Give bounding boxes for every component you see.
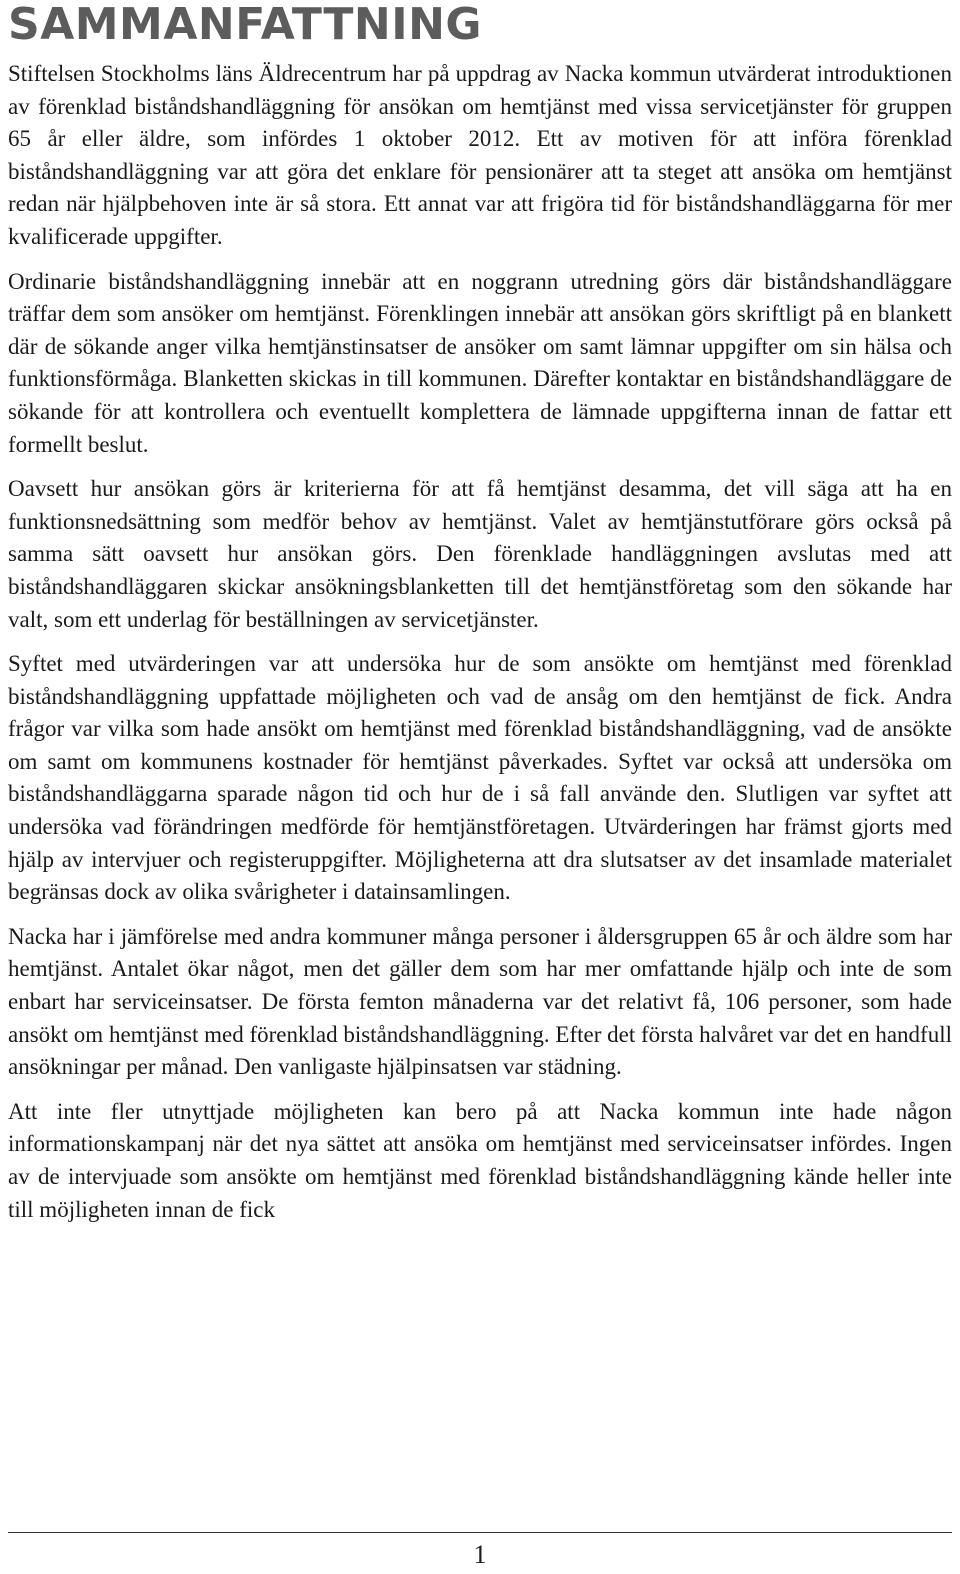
footer-divider <box>8 1532 952 1533</box>
paragraph-2: Ordinarie biståndshandläggning innebär att en noggrann utredning görs där biståndshandläggare träffar dem som ansöker om hemtjänst. Förenklingen innebär att ansökan görs skriftligt på en blankett där de sökande anger vilka hemtjänstinsatser de ansöker om samt lämnar uppgifter om sin hälsa och funktionsförmåga. Blanketten skickas in till kommunen. Därefter kontaktar en biståndshandläggare de sökande för att kontrollera och eventuellt komplettera de lämnade uppgifterna innan de fattar ett formellt beslut. <box>8 268 952 457</box>
paragraph-5: Nacka har i jämförelse med andra kommuner många personer i åldersgruppen 65 år och äldre som har hemtjänst. Antalet ökar något, men det gäller dem som har mer omfattande hjälp och inte de som enbart har serviceinsatser. De första femton månaderna var det relativt få, 106 personer, som hade ansökt om hemtjänst med förenklad biståndshandläggning. Efter det första halvåret var det en handfull ansökningar per månad. Den vanligaste hjälpinsatsen var städning. <box>8 923 952 1080</box>
paragraph-6: Att inte fler utnyttjade möjligheten kan bero på att Nacka kommun inte hade någon informationskampanj när det nya sättet att ansöka om hemtjänst med serviceinsatser infördes. Ingen av de intervjuade som ansökte om hemtjänst med förenklad biståndshandläggning kände heller inte till möjligheten innan de fick <box>8 1098 952 1222</box>
paragraph-3: Oavsett hur ansökan görs är kriterierna för att få hemtjänst desamma, det vill säga att ha en funktionsnedsättning som medför behov av hemtjänst. Valet av hemtjänstutförare görs också på samma sätt oavsett hur ansökan görs. Den förenklade handläggningen avslutas med att biståndshandläggaren skickar ansökningsblanketten till det hemtjänstföretag som den sökande har valt, som ett underlag för beställningen av servicetjänster. <box>8 476 952 632</box>
paragraph-1: Stiftelsen Stockholms läns Äldrecentrum har på uppdrag av Nacka kommun utvärderat introduktionen av förenklad biståndshandläggning för ansökan om hemtjänst med vissa servicetjänster för gruppen 65 år eller äldre, som infördes 1 oktober 2012. Ett av motiven för att införa förenklad biståndshandläggning var att göra det enklare för pensionärer att ta steget att ansöka om hemtjänst redan när hjälpbehoven inte är så stora. Ett annat var att frigöra tid för biståndshandläggarna för mer kvalificerade uppgifter. <box>8 61 952 249</box>
document-page <box>8 0 952 1238</box>
page-number: 1 <box>473 1540 487 1569</box>
section-heading: SAMMANFATTNING <box>8 0 483 50</box>
paragraph-4: Syftet med utvärderingen var att undersöka hur de som ansökte om hemtjänst med förenklad biståndshandläggning uppfattade möjligheten och vad de ansåg om den hemtjänst de fick. Andra frågor var vilka som hade ansökt om hemtjänst med förenklad biståndshandläggning, vad de ansökte om samt om kommunens kostnader för hemtjänst påverkades. Syftet var också att undersöka om biståndshandläggarna sparade någon tid och hur de i så fall använde den. Slutligen var syftet att undersöka vad förändringen medförde för hemtjänstföretagen. Utvärderingen har främst gjorts med hjälp av intervjuer och registeruppgifter. Möjligheterna att dra slutsatser av det insamlade materialet begränsas dock av olika svårigheter i datainsamlingen. <box>8 651 952 905</box>
